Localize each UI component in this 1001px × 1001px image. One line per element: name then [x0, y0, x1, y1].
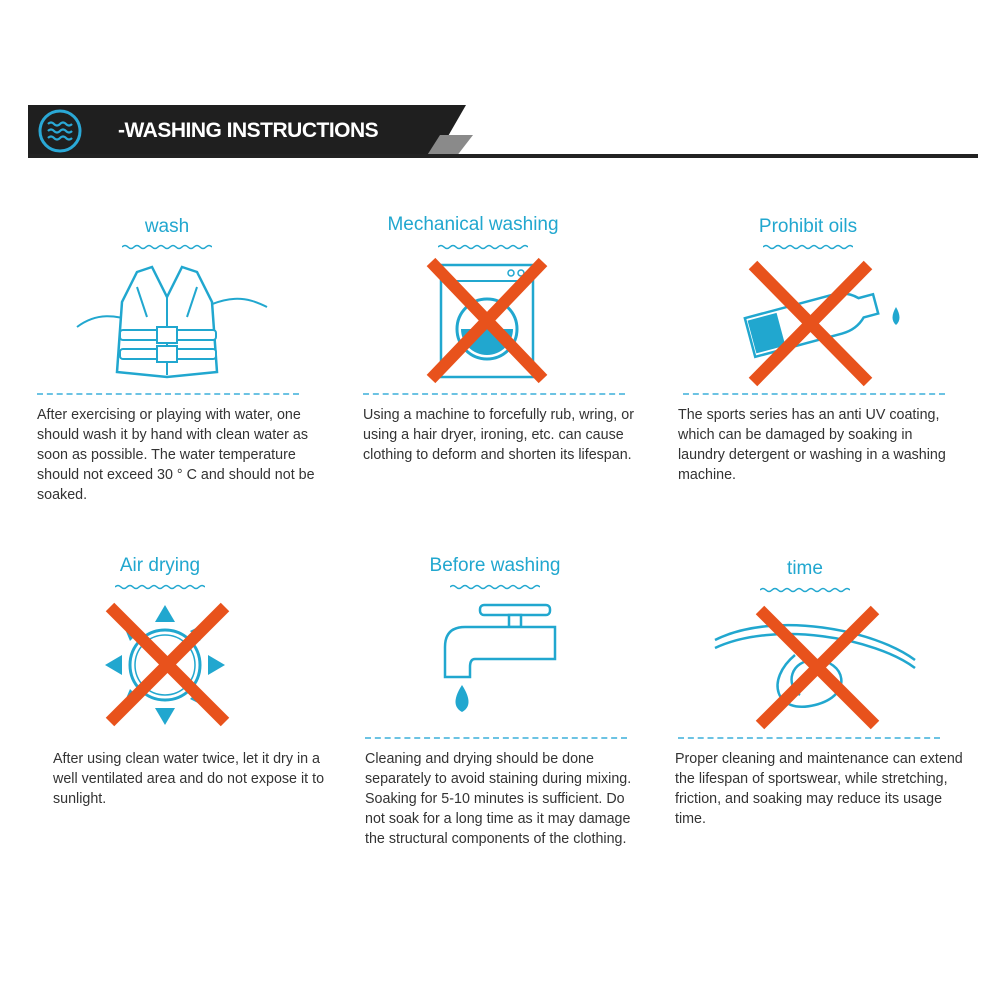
- wave-divider: [122, 244, 212, 250]
- sun-icon: [30, 597, 290, 727]
- prohibited-cross-icon: [110, 607, 225, 722]
- water-waves-icon: [40, 111, 80, 151]
- dotted-divider: [37, 393, 299, 397]
- dotted-divider: [678, 737, 940, 741]
- card-title: time: [787, 558, 823, 579]
- dotted-divider: [365, 737, 627, 741]
- header-rule: [28, 154, 978, 158]
- dotted-divider: [110, 737, 320, 741]
- wave-divider: [450, 584, 540, 590]
- card-description: Cleaning and drying should be done separately to avoid staining during mixing. Soaking for 5-10 minutes is sufficient. Do not soak for a long time as it may damage the structural components of the clothing.: [365, 751, 632, 847]
- card-description: Proper cleaning and maintenance can extend the lifespan of sportswear, while stretching, friction, and soaking may reduce its usage time.: [675, 751, 963, 827]
- card-title: Prohibit oils: [758, 216, 858, 237]
- page-title: -WASHING INSTRUCTIONS: [118, 119, 379, 142]
- card-title: wash: [144, 216, 190, 237]
- wave-divider: [438, 244, 528, 250]
- stretch-loop-icon: [675, 600, 935, 730]
- card-description: The sports series has an anti UV coating, which can be damaged by soaking in laundry detergent or washing in a washing machine.: [678, 407, 946, 483]
- card-description: After using clean water twice, let it dry in a well ventilated area and do not expose it to sunlight.: [53, 751, 325, 807]
- dotted-divider: [363, 393, 625, 397]
- card-title: Before washing: [429, 555, 561, 576]
- life-vest-icon: [37, 257, 297, 387]
- header-banner: [28, 105, 468, 157]
- faucet-icon: [365, 597, 625, 727]
- card-description: After exercising or playing with water, one should wash it by hand with clean water as soon as possible. The water temperature should not exceed 30 ° C and should not be soaked.: [37, 407, 315, 503]
- card-description: Using a machine to forcefully rub, wring, or using a hair dryer, ironing, etc. can cause clothing to deform and shorten its lifespan.: [363, 407, 634, 463]
- oil-bottle-icon: [678, 257, 938, 387]
- wave-divider: [763, 244, 853, 250]
- wave-divider: [760, 587, 850, 593]
- card-title: Mechanical washing: [387, 214, 559, 235]
- washing-machine-icon: [353, 257, 613, 387]
- card-title: Air drying: [119, 555, 201, 576]
- dotted-divider: [683, 393, 945, 397]
- wave-divider: [115, 584, 205, 590]
